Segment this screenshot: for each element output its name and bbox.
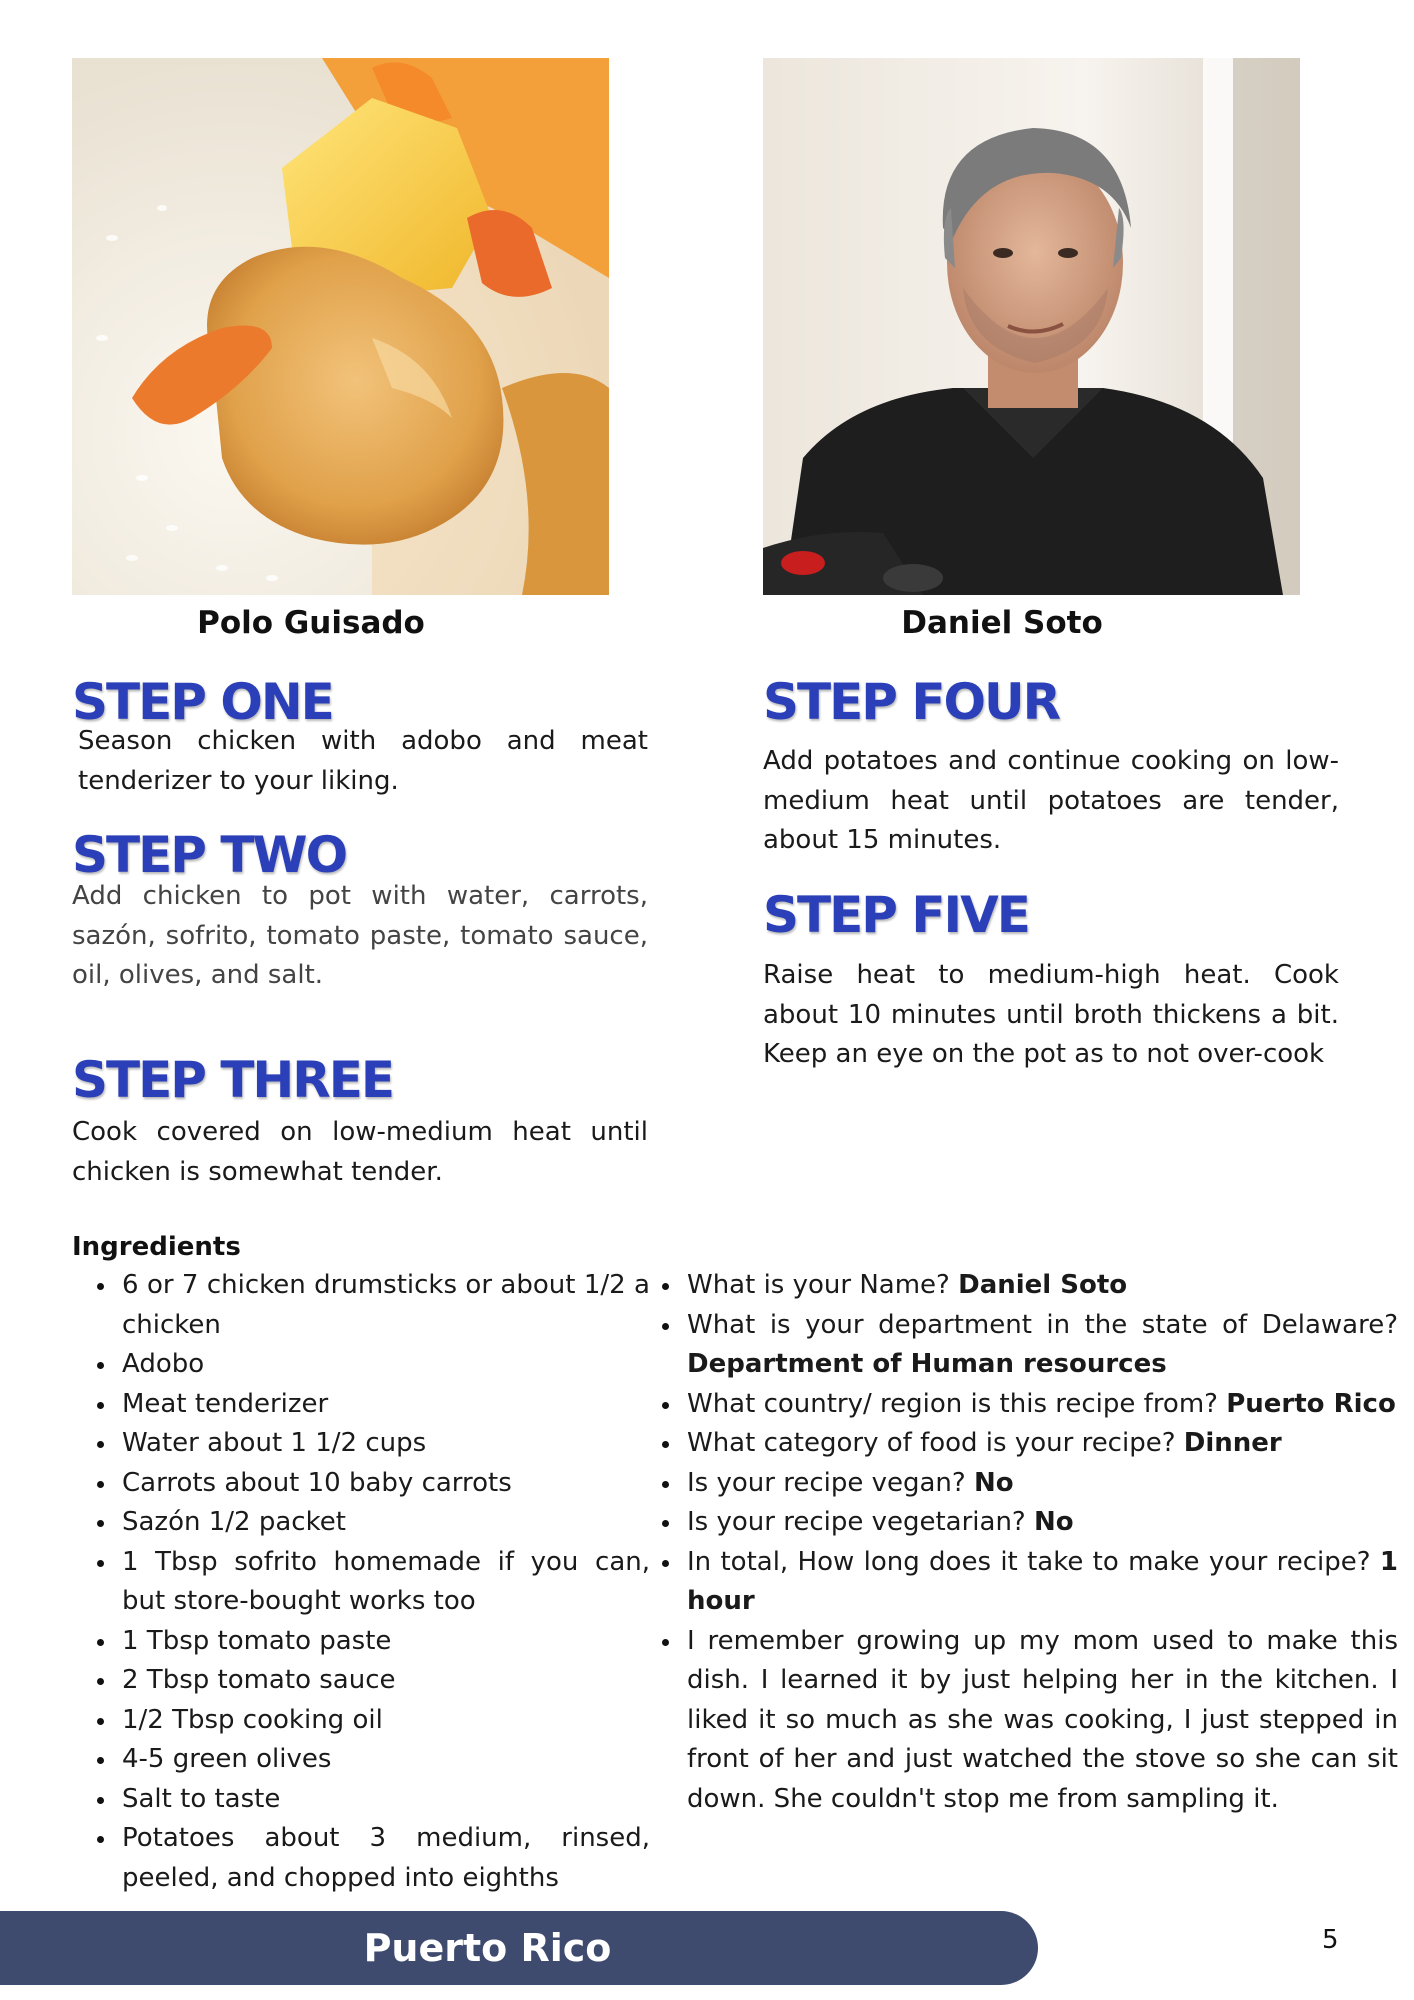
qa-answer: No	[1034, 1507, 1074, 1537]
ingredient-item: 6 or 7 chicken drumsticks or about 1/2 a chicken	[72, 1266, 650, 1345]
qa-list	[637, 1266, 1398, 1819]
step-five-title: STEP FIVE	[763, 886, 1029, 944]
person-caption: Daniel Soto	[901, 605, 1103, 641]
ingredient-item: 1/2 Tbsp cooking oil	[72, 1701, 650, 1741]
qa-story: I remember growing up my mom used to make this dish. I learned it by just helping her in the kitchen. I liked it so much as she was cooking, I just stepped in front of her and just watched the stove so she can sit down. She couldn't stop me from sampling it.	[687, 1625, 1398, 1814]
step-one-text: Season chicken with adobo and meat tenderizer to your liking.	[78, 726, 648, 796]
qa-item	[637, 1306, 1398, 1385]
qa-item	[637, 1622, 1398, 1820]
qa-item	[637, 1385, 1398, 1425]
step-three-text: Cook covered on low-medium heat until chicken is somewhat tender.	[72, 1117, 648, 1187]
ingredient-item: 2 Tbsp tomato sauce	[72, 1661, 650, 1701]
food-photo	[72, 58, 609, 595]
step-two-title: STEP TWO	[72, 826, 347, 884]
step-four-title: STEP FOUR	[763, 673, 1060, 731]
qa-item	[637, 1266, 1398, 1306]
ingredient-item: Water about 1 1/2 cups	[72, 1424, 650, 1464]
person-photo-image	[763, 58, 1300, 595]
qa-question: Is your recipe vegetarian?	[687, 1507, 1035, 1537]
qa-question: What is your department in the state of Delaware?	[687, 1309, 1398, 1340]
qa-item	[637, 1543, 1398, 1622]
qa-answer: Dinner	[1183, 1428, 1282, 1458]
qa-question: In total, How long does it take to make your recipe?	[687, 1546, 1380, 1577]
food-photo-image	[72, 58, 609, 595]
qa-question: Is your recipe vegan?	[687, 1467, 974, 1498]
qa-question: What category of food is your recipe?	[687, 1428, 1184, 1458]
ingredient-item: Adobo	[72, 1345, 650, 1385]
qa-item	[637, 1503, 1398, 1543]
ingredient-item: 1 Tbsp tomato paste	[72, 1622, 650, 1662]
page-number: 5	[1322, 1925, 1339, 1955]
ingredient-item: 4-5 green olives	[72, 1740, 650, 1780]
ingredient-item: Sazón 1/2 packet	[72, 1503, 650, 1543]
step-three-title: STEP THREE	[72, 1051, 394, 1109]
ingredients-list	[72, 1266, 650, 1898]
qa-item	[637, 1464, 1398, 1504]
qa-question: What country/ region is this recipe from?	[687, 1388, 1227, 1419]
ingredients-heading: Ingredients	[72, 1232, 241, 1262]
step-one-title: STEP ONE	[72, 673, 333, 731]
qa-answer: Department of Human resources	[687, 1349, 1167, 1379]
step-four-text: Add potatoes and continue cooking on low-medium heat until potatoes are tender, about 15 minutes.	[763, 746, 1339, 855]
step-five-text: Raise heat to medium-high heat. Cook about 10 minutes until broth thickens a bit. Keep an eye on the pot as to not over-cook	[763, 960, 1339, 1069]
ingredient-item: Potatoes about 3 medium, rinsed, peeled, and chopped into eighths	[72, 1819, 650, 1898]
qa-answer: No	[973, 1467, 1014, 1498]
dish-caption: Polo Guisado	[197, 605, 425, 641]
ingredient-item: Meat tenderizer	[72, 1385, 650, 1425]
qa-answer: Daniel Soto	[958, 1270, 1128, 1300]
ingredient-item: Salt to taste	[72, 1780, 650, 1820]
qa-answer: 1 hour	[687, 1546, 1398, 1616]
ingredient-item: Carrots about 10 baby carrots	[72, 1464, 650, 1504]
qa-answer: Puerto Rico	[1226, 1388, 1396, 1419]
person-photo	[763, 58, 1300, 595]
qa-question: What is your Name?	[687, 1270, 959, 1300]
ingredient-item: 1 Tbsp sofrito homemade if you can, but store-bought works too	[72, 1543, 650, 1622]
footer-bar	[0, 1911, 1038, 1985]
footer-label: Puerto Rico	[363, 1926, 612, 1970]
step-two-text: Add chicken to pot with water, carrots, sazón, sofrito, tomato paste, tomato sauce, oil, olives, and salt.	[72, 881, 648, 990]
qa-item	[637, 1424, 1398, 1464]
